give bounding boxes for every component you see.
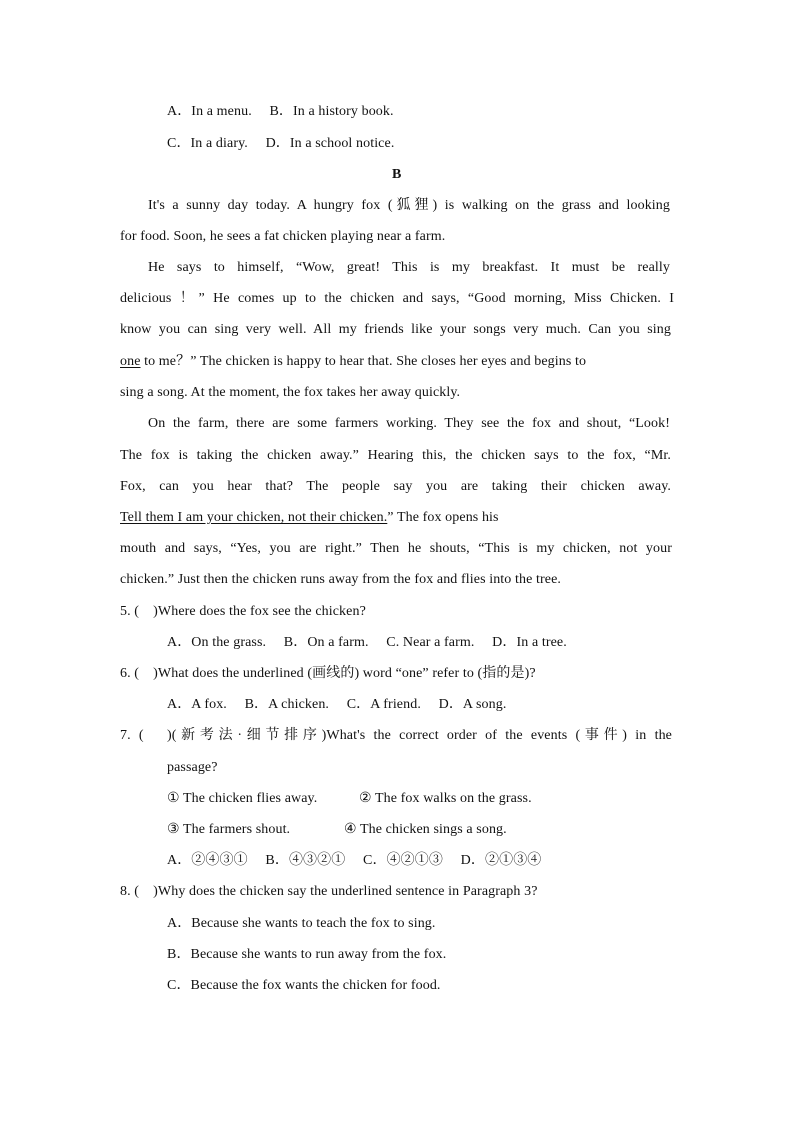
passage-p1-line2: for food. Soon, he sees a fat chicken playing near a farm. [120, 229, 446, 244]
q8-stem: 8. ( )Why does the chicken say the underlined sentence in Paragraph 3? [120, 884, 538, 899]
passage-p2-line5: sing a song. At the moment, the fox takes her away quickly. [120, 385, 461, 400]
passage-p2-line1: He says to himself, “Wow, great! This is my breakfast. It must be really [148, 260, 670, 275]
q8-option-a: A．Because she wants to teach the fox to sing. [167, 916, 436, 931]
q5-options: A．On the grass. B．On a farm. C. Near a farm. D．In a tree. [167, 635, 567, 650]
passage-p2-line2: delicious ！” He comes up to the chicken and says, “Good morning, Miss Chicken. I [120, 291, 674, 306]
q6-options: A．A fox. B．A chicken. C．A friend. D．A song. [167, 697, 507, 712]
q6-stem: 6. ( )What does the underlined (画线的) word “one” refer to (指的是)? [120, 666, 536, 681]
passage-p3-line4 [120, 508, 672, 528]
q7-stem-line1: 7. ( )(新考法·细节排序)What's the correct order of the events (事件) in the [120, 728, 672, 743]
q7-event-4: ④ The chicken sings a song. [344, 822, 507, 837]
passage-p3-line1: On the farm, there are some farmers working. They see the fox and shout, “Look! [148, 416, 670, 431]
passage-p3-line4-rest: ” The fox opens his [387, 510, 499, 525]
q7-event-3: ③ The farmers shout. [167, 822, 291, 837]
passage-p3-line2: The fox is taking the chicken away.” Hearing this, the chicken says to the fox, “Mr. [120, 448, 671, 463]
passage-p3-line3: Fox, can you hear that? The people say you are taking their chicken away. [120, 479, 671, 494]
q8-option-b: B．Because she wants to run away from the fox. [167, 947, 447, 962]
passage-p2-line3: know you can sing very well. All my friends like your songs very much. Can you sing [120, 322, 671, 337]
passage-p3-line6: chicken.” Just then the chicken runs away from the fox and flies into the tree. [120, 572, 561, 587]
q7-event-2: ② The fox walks on the grass. [359, 791, 532, 806]
q7-options: A．②④③① B．④③②① C．④②①③ D．②①③④ [167, 853, 542, 868]
q4-options-row1: A．In a menu. B．In a history book. [167, 104, 394, 119]
q7-stem-line2: passage? [167, 760, 218, 775]
passage-p1-line1: It's a sunny day today. A hungry fox (狐狸) is walking on the grass and looking [148, 198, 670, 213]
q7-event-1: ① The chicken flies away. [167, 791, 318, 806]
passage-p3-line5: mouth and says, “Yes, you are right.” Then he shouts, “This is my chicken, not your [120, 541, 672, 556]
passage-p2-line4-rest: to me？” The chicken is happy to hear that. She closes her eyes and begins to [140, 354, 587, 369]
q4-options-row2: C．In a diary. D．In a school notice. [167, 136, 395, 151]
passage-p2-line4 [120, 352, 673, 372]
underlined-sentence: Tell them I am your chicken, not their chicken. [120, 510, 388, 525]
q8-option-c: C．Because the fox wants the chicken for food. [167, 978, 441, 993]
underlined-word-one: one [120, 354, 141, 369]
section-title: B [392, 167, 402, 182]
q5-stem: 5. ( )Where does the fox see the chicken? [120, 604, 366, 619]
